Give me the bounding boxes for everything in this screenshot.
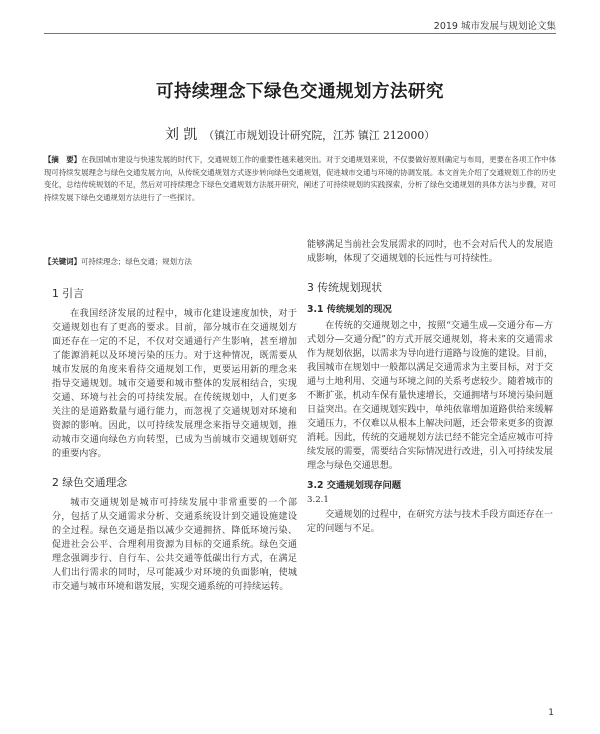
- page-number: 1: [548, 708, 554, 718]
- keywords-text: 可持续理念；绿色交通；规划方法: [80, 257, 192, 266]
- abstract-text: 在我国城市建设与快速发展的时代下，交通规划工作的重要性越来越突出。对于交通规划来说，不仅要做好原则确定与布局，更要在各项工作中体现可持续发展理念与绿色交通发展方向，从传统交通规划方式逐步转向绿色交通规划，促进城市交通与环境的协调发展。本文首先介绍了交通规划工作的历史变化，总结传统规划的不足，然后对可持续理念下绿色交通规划方法展开研究，阐述了可持续规划的实践探索，分析了绿色交通规划的具体方法与步骤，对可持续发展下绿色交通规划方法进行了一些探讨。: [44, 155, 556, 202]
- header-rule: [44, 33, 556, 34]
- section-3-2-1-title: 3.2.1: [307, 495, 329, 505]
- abstract-label: 【摘 要】: [44, 155, 82, 164]
- right-column: [307, 238, 553, 536]
- section-3-title: 3 传统规划现状: [307, 281, 383, 294]
- keywords-label: 【关键词】: [44, 257, 81, 266]
- section-3-2-1-paragraph: 交通规划的过程中，在研究方法与技术手段方面还存在一定的问题与不足。: [307, 510, 553, 534]
- author-line: [0, 124, 600, 144]
- section-3-2-title: 3.2 交通规划现存问题: [307, 480, 402, 491]
- author-name: 刘 凯: [164, 127, 198, 143]
- abstract: [44, 154, 556, 204]
- section-1-paragraph: 在我国经济发展的过程中，城市化建设速度加快，对于交通规划也有了更高的要求。目前，部分城市在交通规划方面还存在一定的不足，不仅对交通通行产生影响，甚至增加了能源消耗以及环境污染的压力。对于这种情况，既需要从城市发展的角度来看待交通规划工作，更要运用新的理念来指导交通规划。城市交通要和城市整体的发展相结合，实现交通、环境与社会的可持续发展。在传统规划中，人们更多关注的是道路数量与通行能力，而忽视了交通规划对环境和资源的影响。因此，以可持续发展理念来指导交通规划，推动城市交通向绿色方向转型，已成为当前城市交通规划研究的重要内容。: [52, 309, 297, 459]
- section-1-title: 1 引言: [52, 287, 84, 300]
- section-2-title: 2 绿色交通理念: [52, 476, 128, 489]
- section-3-1-title: 3.1 传统规划的现况: [307, 304, 392, 315]
- running-head: 2019 城市发展与规划论文集: [433, 21, 556, 32]
- left-column: [52, 272, 297, 594]
- paper-title: 可持续理念下绿色交通规划方法研究: [156, 82, 444, 102]
- section-2-paragraph: 城市交通规划是城市可持续发展中非常重要的一个部分，包括了从交通需求分析、交通系统设计到交通设施建设的全过程。绿色交通是指以减少交通拥挤、降低环境污染、促进社会公平、合理利用资源为目标的交通系统。绿色交通理念强调步行、自行车、公共交通等低碳出行方式，在满足人们出行需求的同时，尽可能减少对环境的负面影响，使城市交通与城市环境和谐发展，实现交通系统的可持续运转。: [52, 498, 297, 592]
- section-3-1-paragraph: 在传统的交通规划之中，按照“交通生成—交通分布—方式划分—交通分配”的方式开展交通规划，将未来的交通需求作为规划依据，以需求为导向进行道路与设施的建设。目前，我国城市在规划中一般都以满足交通需求为主要目标，对于交通与土地利用、交通与环境之间的关系考虑较少。随着城市的不断扩张，机动车保有量快速增长，交通拥堵与环境污染问题日益突出。在交通规划实践中，单纯依靠增加道路供给来缓解交通压力，不仅难以从根本上解决问题，还会带来更多的资源消耗。因此，传统的交通规划方法已经不能完全适应城市可持续发展的需要，需要结合实际情况进行改进，引入可持续发展理念与绿色交通思想。: [307, 321, 553, 471]
- author-affiliation: （镇江市规划设计研究院，江苏 镇江 212000）: [203, 129, 436, 142]
- continued-paragraph: 能够满足当前社会发展需求的同时，也不会对后代人的发展造成影响，体现了交通规划的长远性与可持续性。: [307, 240, 553, 264]
